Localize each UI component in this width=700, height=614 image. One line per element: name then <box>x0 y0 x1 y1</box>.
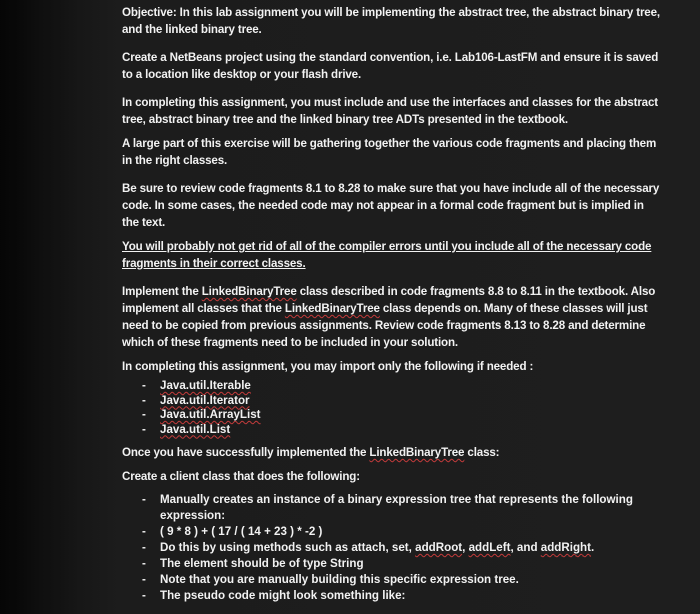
netbeans-paragraph: Create a NetBeans project using the standard convention, i.e. Lab106-LastFM and ensure it is saved to a location like desktop or your flash drive. <box>122 51 659 81</box>
import-name: Java.util.Iterable <box>160 379 251 392</box>
step-text: , and <box>510 541 541 554</box>
import-name: Java.util.List <box>160 422 231 436</box>
objective-paragraph: Objective: In this lab assignment you will be implementing the abstract tree, the abstract binary tree, and the linked binary tree. <box>122 6 660 36</box>
gathering-paragraph: A large part of this exercise will be gathering together the various code fragments and placing them in the right classes. <box>122 137 657 167</box>
imports-list <box>122 379 660 437</box>
method-name: addLeft <box>468 541 511 554</box>
compiler-errors-paragraph: You will probably not get rid of all of the compiler errors until you include all of the necessary code fragments in their correct classes. <box>122 240 652 270</box>
class-name-linkedbinarytree: LinkedBinaryTree <box>284 302 380 315</box>
list-item: - Manually creates an instance of a binary expression tree that represents the following expression: <box>122 492 660 524</box>
implement-text-b: class described in code fragments 8.8 to 8.11 in the textbook. Also implement all classes that the <box>122 285 656 315</box>
list-item <box>122 408 660 423</box>
interfaces-paragraph: In completing this assignment, you must include and use the interfaces and classes for the abstract tree, abstract binary tree and the linked binary tree ADTs presented in the textbook. <box>122 96 658 126</box>
review-paragraph: Be sure to review code fragments 8.1 to 8.28 to make sure that you have include all of the necessary code. In some cases, the needed code may not appear in a formal code fragment but is implied in the text. <box>122 182 660 229</box>
step-text: Do this by using methods such as attach, set, <box>160 541 416 554</box>
implemented-paragraph <box>122 444 660 461</box>
list-item <box>122 394 660 409</box>
step-text: . <box>590 541 595 554</box>
list-item <box>122 540 660 556</box>
client-steps-list <box>122 492 660 604</box>
implement-paragraph <box>122 283 660 351</box>
list-item: - The element should be of type String <box>122 556 660 572</box>
client-class-paragraph: Create a client class that does the following: <box>122 470 360 483</box>
implemented-text-b: class: <box>464 446 500 459</box>
method-name: addRight <box>540 541 591 554</box>
list-item <box>122 379 660 394</box>
class-name-linkedbinarytree: LinkedBinaryTree <box>369 446 465 459</box>
list-item: - The pseudo code might look something like: <box>122 588 660 604</box>
imports-intro: In completing this assignment, you may import only the following if needed : <box>122 360 534 373</box>
import-name: Java.util.Iterator <box>160 393 250 407</box>
implement-text-a: Implement the <box>122 285 202 298</box>
list-item: - ( 9 * 8 ) + ( 17 / ( 14 + 23 ) * -2 ) <box>122 524 660 540</box>
import-name: Java.util.ArrayList <box>160 408 261 421</box>
class-name-linkedbinarytree: LinkedBinaryTree <box>201 285 297 298</box>
implemented-text-a: Once you have successfully implemented the <box>122 446 370 459</box>
step-text: , <box>462 541 469 554</box>
implement-text-c: class depends on. Many of these classes will just need to be copied from previous assignments. Review code fragments 8.13 to 8.28 and determine which of these fragments need to be included in your solution. <box>122 302 648 349</box>
list-item: - Note that you are manually building this specific expression tree. <box>122 572 660 588</box>
list-item <box>122 423 660 438</box>
method-name: addRoot <box>415 541 463 554</box>
